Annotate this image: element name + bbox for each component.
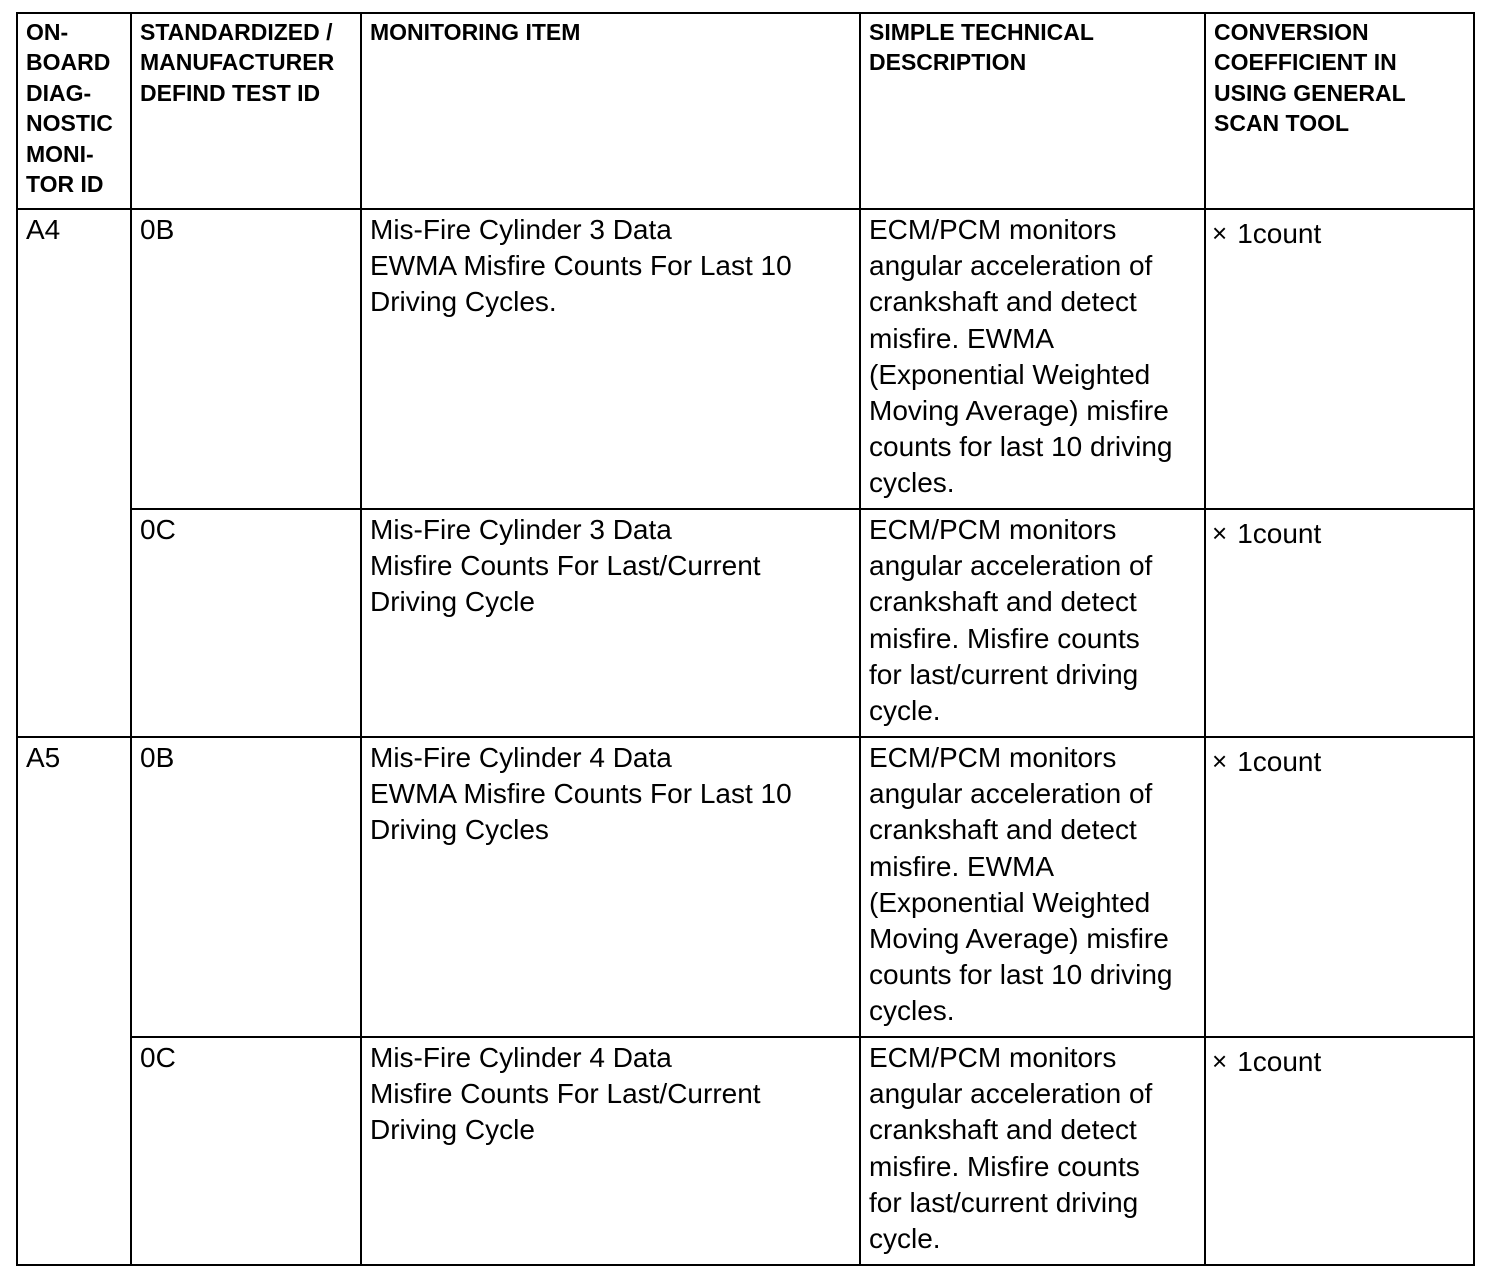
multiply-icon: × <box>1212 218 1228 248</box>
conversion-value: 1count <box>1237 518 1322 549</box>
header-description: SIMPLE TECHNICAL DESCRIPTION <box>860 13 1205 209</box>
table-header-row <box>17 13 1474 209</box>
monitoring-item-cell: Mis-Fire Cylinder 3 Data EWMA Misfire Counts For Last 10 Driving Cycles. <box>361 209 860 509</box>
conversion-value: 1count <box>1237 218 1322 249</box>
test-id-cell: 0B <box>131 737 361 1037</box>
header-test-id: STANDARDIZED / MANUFACTURER DEFIND TEST ID <box>131 13 361 209</box>
monitor-id-cell: A5 <box>17 737 131 1265</box>
description-cell: ECM/PCM monitors angular acceleration of crankshaft and detect misfire. EWMA (Exponential Weighted Moving Average) misfire counts for last 10 driving cycles. <box>860 737 1205 1037</box>
multiply-icon: × <box>1212 746 1228 776</box>
conversion-cell <box>1205 1037 1474 1265</box>
monitoring-item-cell: Mis-Fire Cylinder 3 Data Misfire Counts For Last/Current Driving Cycle <box>361 509 860 737</box>
conversion-value: 1count <box>1237 1046 1322 1077</box>
description-cell: ECM/PCM monitors angular acceleration of crankshaft and detect misfire. Misfire counts for last/current driving cycle. <box>860 1037 1205 1265</box>
monitor-id-cell: A4 <box>17 209 131 737</box>
description-cell: ECM/PCM monitors angular acceleration of crankshaft and detect misfire. Misfire counts for last/current driving cycle. <box>860 509 1205 737</box>
table-row <box>17 1037 1474 1265</box>
table-row <box>17 209 1474 509</box>
monitoring-item-cell: Mis-Fire Cylinder 4 Data Misfire Counts For Last/Current Driving Cycle <box>361 1037 860 1265</box>
test-id-cell: 0C <box>131 1037 361 1265</box>
conversion-value: 1count <box>1237 746 1322 777</box>
header-monitoring-item: MONITORING ITEM <box>361 13 860 209</box>
test-id-cell: 0C <box>131 509 361 737</box>
conversion-cell <box>1205 509 1474 737</box>
conversion-cell <box>1205 209 1474 509</box>
table-row <box>17 509 1474 737</box>
multiply-icon: × <box>1212 518 1228 548</box>
conversion-cell <box>1205 737 1474 1037</box>
header-monitor-id: ON- BOARD DIAG- NOSTIC MONI- TOR ID <box>17 13 131 209</box>
monitor-data-table <box>16 12 1475 1266</box>
multiply-icon: × <box>1212 1046 1228 1076</box>
description-cell: ECM/PCM monitors angular acceleration of crankshaft and detect misfire. EWMA (Exponential Weighted Moving Average) misfire counts for last 10 driving cycles. <box>860 209 1205 509</box>
header-conversion: CONVERSION COEFFICIENT IN USING GENERAL SCAN TOOL <box>1205 13 1474 209</box>
monitoring-item-cell: Mis-Fire Cylinder 4 Data EWMA Misfire Counts For Last 10 Driving Cycles <box>361 737 860 1037</box>
test-id-cell: 0B <box>131 209 361 509</box>
table-row <box>17 737 1474 1037</box>
